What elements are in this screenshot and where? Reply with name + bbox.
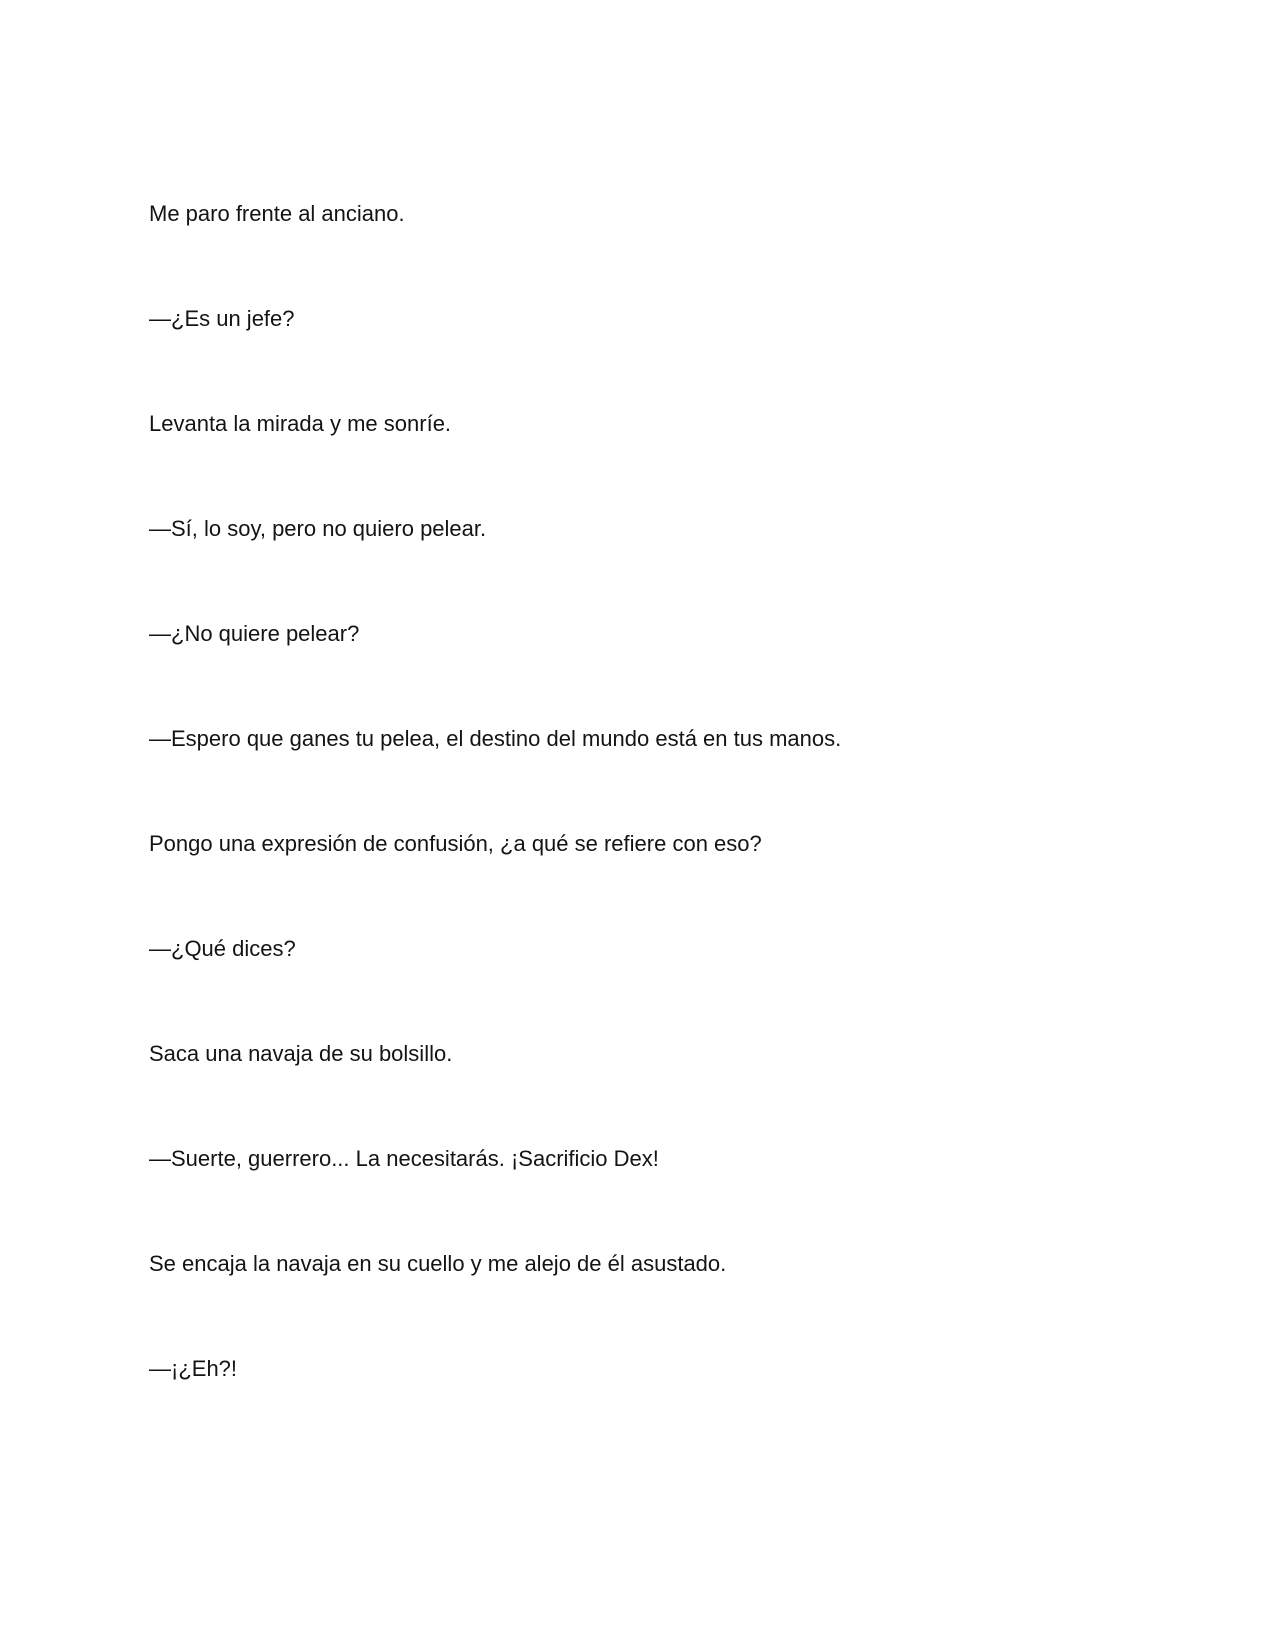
paragraph-dialogue-3: —¿No quiere pelear?	[149, 621, 360, 646]
paragraph-dialogue-4: —Espero que ganes tu pelea, el destino del mundo está en tus manos.	[149, 726, 842, 751]
paragraph-dialogue-6: —Suerte, guerrero... La necesitarás. ¡Sacrificio Dex!	[149, 1146, 659, 1171]
paragraph-narration-5: Se encaja la navaja en su cuello y me alejo de él asustado.	[149, 1251, 727, 1276]
paragraph-narration-2: Levanta la mirada y me sonríe.	[149, 411, 452, 436]
paragraph-narration-4: Saca una navaja de su bolsillo.	[149, 1041, 453, 1066]
paragraph-dialogue-5: —¿Qué dices?	[149, 936, 296, 961]
paragraph-narration-1: Me paro frente al anciano.	[149, 201, 405, 226]
paragraph-dialogue-1: —¿Es un jefe?	[149, 306, 295, 331]
paragraph-narration-3: Pongo una expresión de confusión, ¿a qué se refiere con eso?	[149, 831, 762, 856]
paragraph-dialogue-2: —Sí, lo soy, pero no quiero pelear.	[149, 516, 487, 541]
paragraph-dialogue-7: —¡¿Eh?!	[149, 1356, 238, 1381]
